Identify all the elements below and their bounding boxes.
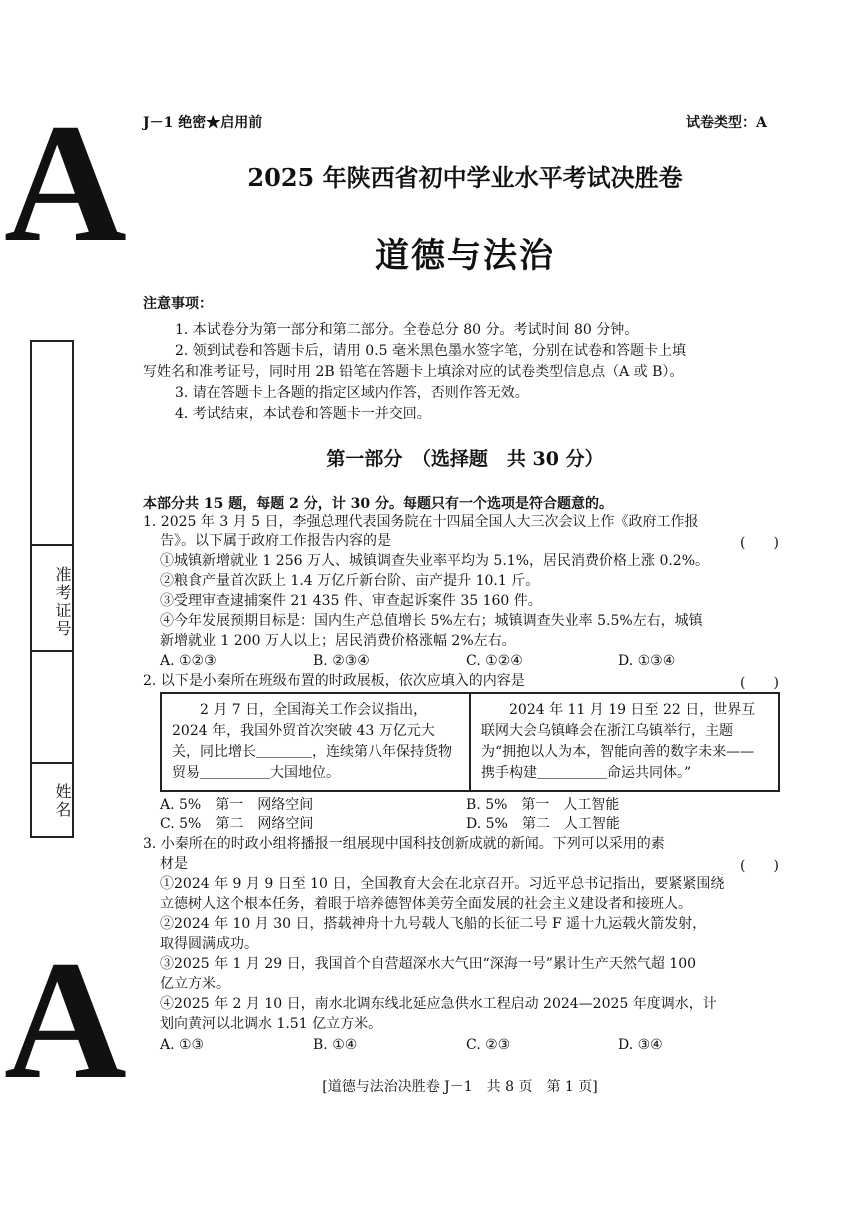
paper-type: 试卷类型：A [686, 115, 767, 131]
question-text: 材是 [160, 856, 188, 872]
notice-item: 4. 考试结束，本试卷和答题卡一并交回。 [175, 406, 431, 422]
question-statement: ④2025 年 2 月 10 日，南水北调东线北延应急供水工程启动 2024—2025 年度调水，计 [160, 996, 717, 1012]
question-text: 告》。以下属于政府工作报告内容的是 [160, 533, 391, 549]
question-statement: ④今年发展预期目标是：国内生产总值增长 5%左右；城镇调查失业率 5.5%左右，城镇 [160, 613, 703, 629]
answer-paren: ( ) [740, 675, 779, 691]
question-statement: 划向黄河以北调水 1.51 亿立方米。 [160, 1016, 383, 1032]
part-title: 第一部分 （选择题 共 30 分） [326, 448, 604, 470]
question-statement: ③受理审查逮捕案件 21 435 件、审查起诉案件 35 160 件。 [160, 593, 542, 609]
question-statement: ③2025 年 1 月 29 日，我国首个自营超深水大气田“深海一号”累计生产天然气超 100 [160, 956, 697, 972]
option-c: C. ①②④ [466, 653, 523, 669]
section-intro: 本部分共 15 题，每题 2 分，计 30 分。每题只有一个选项是符合题意的。 [143, 496, 613, 512]
exam-number-label: 准考证号 [53, 566, 72, 638]
notice-heading: 注意事项： [143, 296, 213, 312]
frame-divider [30, 544, 74, 546]
subject-title: 道德与法治 [375, 236, 555, 276]
option-c: C. 5% 第二 网络空间 [160, 816, 314, 832]
option-d: D. 5% 第二 人工智能 [466, 816, 620, 832]
option-a: A. ①②③ [160, 653, 217, 669]
option-d: D. ①③④ [618, 653, 676, 669]
answer-paren: ( ) [740, 858, 779, 874]
question-text: 2. 以下是小秦所在班级布置的时政展板，依次应填入的内容是 [143, 673, 525, 689]
question-statement: ②粮食产量首次跃上 1.4 万亿斤新台阶、亩产提升 10.1 斤。 [160, 573, 540, 589]
question-statement: 取得圆满成功。 [160, 936, 258, 952]
news-board [160, 692, 780, 792]
page-footer: [道德与法治决胜卷 J－1 共 8 页 第 1 页] [322, 1079, 598, 1095]
paper-type-letter-top: A [4, 89, 127, 277]
notice-item: 1. 本试卷分为第一部分和第二部分。全卷总分 80 分。考试时间 80 分钟。 [175, 322, 639, 338]
paper-type-letter-bottom: A [4, 926, 127, 1114]
notice-item: 写姓名和准考证号，同时用 2B 铅笔在答题卡上填涂对应的试卷类型信息点（A 或 B）。 [143, 364, 684, 380]
question-text: 1. 2025 年 3 月 5 日，李强总理代表国务院在十四届全国人大三次会议上作《政府工作报 [143, 514, 699, 530]
option-a: A. 5% 第一 网络空间 [160, 797, 314, 813]
option-a: A. ①③ [160, 1037, 205, 1053]
option-b: B. 5% 第一 人工智能 [466, 797, 620, 813]
news-board-left: 2 月 7 日，全国海关工作会议指出，2024 年，我国外贸首次突破 43 万亿元大关，同比增长＿＿＿＿，连续第八年保持货物贸易＿＿＿＿＿大国地位。 [172, 702, 452, 781]
name-label: 姓名 [53, 783, 72, 819]
exam-title: 2025 年陕西省初中学业水平考试决胜卷 [247, 163, 683, 192]
notice-item: 2. 领到试卷和答题卡后，请用 0.5 毫米黑色墨水签字笔，分别在试卷和答题卡上填 [175, 343, 686, 359]
news-board-right: 2024 年 11 月 19 日至 22 日，世界互联网大会乌镇峰会在浙江乌镇举行，主题为“拥抱以人为本，智能向善的数字未来——携手构建＿＿＿＿＿命运共同体。” [469, 694, 778, 790]
question-statement: ①2024 年 9 月 9 日至 10 日，全国教育大会在北京召开。习近平总书记指出，要紧紧围绕 [160, 876, 725, 892]
question-statement: ②2024 年 10 月 30 日，搭载神舟十九号载人飞船的长征二号 F 遥十九运载火箭发射， [160, 916, 707, 932]
answer-paren: ( ) [740, 535, 779, 551]
question-statement: 立德树人这个根本任务，着眼于培养德智体美劳全面发展的社会主义建设者和接班人。 [160, 896, 692, 912]
question-text: 3. 小秦所在的时政小组将播报一组展现中国科技创新成就的新闻。下列可以采用的素 [143, 836, 665, 852]
frame-divider [30, 650, 74, 652]
option-b: B. ①④ [313, 1037, 358, 1053]
notice-item: 3. 请在答题卡上各题的指定区域内作答，否则作答无效。 [175, 385, 529, 401]
option-b: B. ②③④ [313, 653, 370, 669]
question-statement: 新增就业 1 200 万人以上；居民消费价格涨幅 2%左右。 [160, 633, 516, 649]
confidential-mark: J－1 绝密★启用前 [143, 115, 263, 131]
frame-divider [30, 762, 74, 764]
question-statement: ①城镇新增就业 1 256 万人、城镇调查失业率平均为 5.1%，居民消费价格上涨 0.2%。 [160, 553, 710, 569]
option-c: C. ②③ [466, 1037, 511, 1053]
question-statement: 亿立方米。 [160, 976, 230, 992]
option-d: D. ③④ [618, 1037, 663, 1053]
